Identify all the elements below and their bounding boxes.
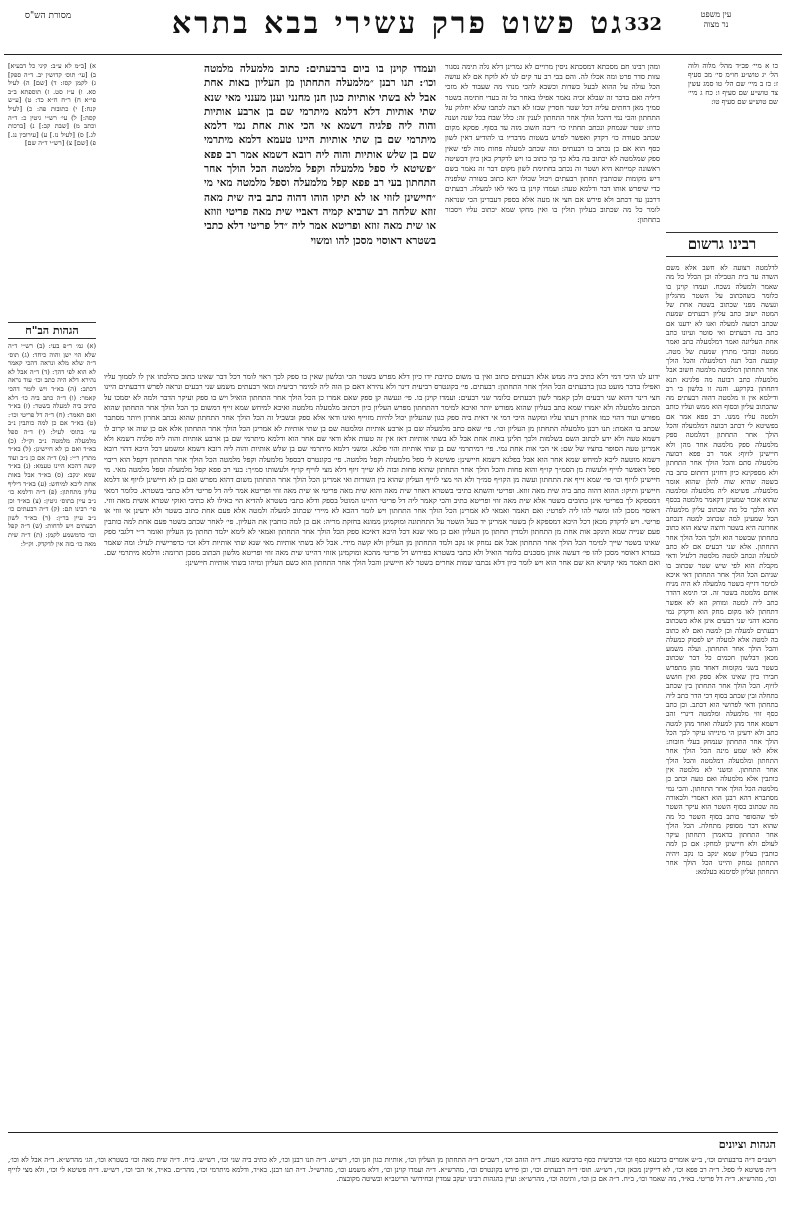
gemara-text: ועמדו קוינן בו ביום ברבעתים: כתוב מלמעלה מלמטה וכו׳: תנו רבנן ״מלמעלה התחתון מן העליון באות אחת אבל לא בשתי אותיות כגון חנן מחנני וענן מענני מאי שנא שתי אותיות דלא דלמא מיתרמי שם בן ארבע אותיות והוה ליה פלגיה דשמא אי הכי אות אחת נמי דלמא מיתרמי שם בן שתי אותיות היינו טעמא דלמא מיתרמי שם בן שלש אותיות והוה ליה רובא דשמא אמר רב פפא ״פשיטא לי ספל מלמעלה וקפל מלמטה הכל הולך אחר התחתון בעי רב פפא קפל מלמעלה וספל מלמטה מאי מי ״חיישינן לזוזי או לא תיקו הוהו דהוה כתב ביה שית מאה זוזא שלחה רב שרביא קמיה דאביי שית מאה פריטי וזוזא או שית מאה זוזא ופריטא אמר ליה ״דל פריטי דלא כתבי בשטרא דאוסוי מסכן להו ומשוי (204, 63, 436, 247)
page-number: 332 (624, 14, 662, 35)
rabeinu-gershom-title: רבינו גרשום (666, 232, 778, 257)
mesorat-hashas-text: א) [ב״מ לא ע״ב: קיני כל דבעיא] ב) [עי׳ תוס׳ קדושין יב. ד״ה ספק] ג) לקמן קסז: ד) [שם] ה) לעיל סא. ו) ע״ז סט. ז) תוספתא ב״ב פי״א ח) ר״ח ח״א כד: ט) [ע״ש קנח:] י) כתובות פה: כ) [לעיל קסה:] ל) עי׳ רש״י גיטין כ: ד״ה וכתב מ) [שבת קב:] נ) [ברכות לג.] ס) [לעיל נז.] ע) [עירובין נג.] פ) [שם] צ) [רש״י ד״ה שם] (8, 62, 96, 148)
hagahot-habach-title: הגהות הב"ח (8, 322, 96, 339)
rashi-commentary: ומהן רבינו חם מסכתא דמסכתא ניסין מרויים לא גמרינן דלא גלה תימה נסגור עזות סדר פרט ומה אכלו לה. והם בבי רב עד קים לנו לא לוקח אם לא עושה הכל עולה על ההוא לבעל כשדות וכשבא להכי מנהי מה שעבוד לא מזכי דיליה ואם בדבר זה שבלא זכיה נאמר אפילו באחר כל זה בעדי חתימה בשטר סמיך מאן דחתים עליה דכל שטר חסרין שבזו לא רצה לכתבו שלא יחלוק על התחתון והכי נמי דהכל הולך אחר התחתון לענין זה: כלל שבח בכל שנה ושנה כרוז: שטר שנמחק ונכתב תחתיו כו׳ ריבה חשוב מזה עד בסוף. פסקא מקום שכתב סעודה כו׳ דקדק ואפשר לפרש בשטות מדבריו בו להודיע דאין לשון כסף הוא אם כן נכתב בו רבעתים ומה שכתב למעלה פחות מזה לפי שאין ספק שמלמטה לא יכתוב בה בלא כך כך כתוב בו ויש לדקדק כאן כיון דבשיטה ראשונה קמייתא היא ושטר זה נכתב בחתימת לשון מקום דבר זה נאמר בשם דיש מקומות שכותבין תחתון רבעתים ויכול שכולו יהא כתוב בשורה שלפניה כדי שיפרש אותו דבר ודלמא טעה: ועמדו קוינן בו מאי לאו למעלה. רבעתים דרבנן עד דכתב ולא פירש אם חצי או מעה אלא בספק דעבדינן הכי שנראה לומר כל מה שכתוב בעליון תולין בו ואין מחקו שמא יכתוב עליו ויסבור בתחתון: (445, 62, 660, 225)
footer-rule (8, 1132, 778, 1133)
ein-mishpat-text: כו א מיי׳ פכ״ד מהל׳ מלוה ולוה הל׳ יג טוש״ע חו״מ סי׳ מב סעיף ז: כז ב מיי׳ שם הל׳ טו סמג עשין צד טוש״ע שם סעיף ו: כח ג מיי׳ שם טוש״ע שם סעיף טו: (688, 62, 778, 106)
hagahot-habach-text: (א) גמ׳ ר״פ בעי: (ב) רש״י ד״ה שלא הוי ישן והוה כיחד: (ג) תוס׳ ד״ה שלא מלא ונראה דהכי קאמר לא הוא לפי דהך: (ד) ד״ה אבל לא נהירא דלא היה כתב וכו׳ עוד נראה דכתב: (ה) בא״ד ויש לומר דהכי קאמר: (ו) ד״ה כתב ביה כו׳ דלא כתיב ביה למעלה בשטר: (ז) בא״ד ואם תאמר: (ח) ד״ה דל פריטי וכו׳: (ט) בא״ד אם כן למה כותבין נ״ב עי׳ בתוס׳ לעיל: (י) ד״ה ספל מלמעלה מלמטה נ״ב וק״ל: (כ) בא״ד ואם כן לא חיישינן: (ל) בא״ד מתרץ ר״י: (מ) ד״ה אם כן נ״ב ועוד קשה דהכא היינו טעמא: (נ) בא״ד שמא ינקב: (ס) בא״ד אבל באות אחת ליכא למיחש: (ע) בא״ד דיליף עליון מתחתון: (פ) ד״ה ודלמא כו׳ נ״ב עיין בתוס׳ גיטין: (צ) בא״ד וכן פי׳ רבינו תם: (ק) ד״ה רבעתים כו׳ נ״ב עיין בר״ן: (ר) בא״ד לשון רבעתים ויש לדחות: (ש) ד״ה קפל וכו׳ כדמשמע לקמן: (ת) ד״ה שית מאה כו׳ בזה אין לדקדק. וק״ל: (8, 342, 96, 548)
page-title: גט פשוט פרק עשירי בבא בתרא (171, 6, 625, 41)
mesorat-hashas-label: מסורת הש"ס (24, 11, 72, 21)
header-rule (4, 54, 782, 55)
rabeinu-gershom-text: לדלמטה רצועה לא חשב אלא משם השדה עד בית הטבילה וכן הכלל כל מה שאמר ולמעלה נשכח. ועמדו קוינן בו כלומר בשהכתוב על השטר מהגליון ונעשה מפני שכתוב בשטה אחת של המטה ישוב כתב עליון רבעתים שמעת שכתב רבועה למעלה ואנו לא ידענו אם כתב בה רבעתים ואי סוטר ועיונו כתב אחת העליונה ואמר דמלמעלה כתב ואמר ממטה ובהכי מתרץ שמעת של מטה. קובעת הכל תנה דמלמעלה והכל הולך אחר התחתון דמלמטה מלמטה חשוב אבל מלמעלה כתב רבועה מה פלגינא תנא דתחתון בקרקע. והנה זו בלשון בי רב ודילמא אין זו מלמטה דהוה רבעתים מה שהכתוב עליון ובסוף הוא ממש ועליו כותב ולמטה עליו ממנו. רב פפא אמר אם בפשיטא לי דכתב רבועה דמלמעלה והכל הולך אחר התחתון דמלמטה ספק מלמעלה ספק מלמטה אחד מהן ולא חיישינן לזיוף: אמר רב פפא רבועה מלמעלה סתם והכל הולך אחר התחתון ולא מספקינא כיון דחזינן דחתום כתב בה בשטה שהיא שוה להלן שהוא אומר מלמעלה. פשיטא ליה מלמעלה ומלמטה שהוא אומר שמעינן דקאמר מלמטה בכסף הוא הלכך כל מה שכתוב עליון מלמעלה הכל שמעינן למה שכתוב למטה דנכתב אחרונה היא בשטר ורוצה שיצא הוא כתוב בתחתון שבשטר הוא ולכך הכל הולך אחר התחתון. אלא שני רבעים אם לא כתב למעלה ונכתב למטה מלמטה דלעיל ודאי מקבלת הוא לפי שיש שטר שכתוב בו שניהם הכל הולך אחר התחתון דאי איכא למימר דזייף בשטר מלמעלה לא היה מניח אותם מלמטה בשטר זה. וכי תימא דהדר כתב ליה למטה ומוחק הא לא אפשר דתחתון לאו מקום מחק הוא ודקדק נמי מהכא דהני שני רבעים אינן אלא כשכתוב רבעתים למעלה וכן למטה ואם לא כתוב בה למטה אלא למעלה יש לפסוק כמעלה והכל הולך אחר התחתון. ועלה משמע מכאן דבלשון חכמים כל דבר שכתוב בשטר בשני מקומות דאחד מהן מתפרש חבירו כיון שאינו אלא ספק ואין חושש לזיוף. הכל הולך אחר התחתון בין שכתב בתחלה ובין שכתב בסוף דכי הדר כתב ליה בתחתון ודאי לפרושי הוא דכתב. וכן כתב כסף זוזי מלמעלה ומלמטה דינרי זהב דשמא אחד מהן למעלה ואחד מהן למטה כתב ולא ידעינן הי מינייהו עיקר לכך הכל הולך אחר התחתון שנמחק בעלי חובות: אלא לאו שמע מינה הכל הולך אחר התחתון ומלמעלה דמלמטה והכל הולך אחר התחתון. ומשני לא מלמטה אין כותבין אלא מלמעלה ואם טעה וכתב כן מלמטה הכל הולך אחר התחתון. והכי נמי מסתברא דהא רבנן הוא דאמרי ולכאורה מה שכתוב בסוף השטר הוא עיקר השטר לפי שהסופר כותב בסוף השטר כל מה שהוא דבר מסופק מתחלה. הכל הולך אחר התחתון כדאמרן דתחתון עיקר לעולם ולא חיישינן למחק: אם כן למה כותבין בעליון שמא ינקב בו נקב ויהיה התחתון נמחק והיינו הכל הולך אחר התחתון ועליון לסימנא בעלמא: (666, 264, 778, 877)
tosafot-commentary: ידוע לנו היכי דמי דלא כתיב ביה ממש אלא רבעתים כתוב ואין בו משום כתיבת ידו כיון דלא מפרש בשטר הכי ובלשון שאין בו ספק לכך ראוי לומר דכל דבר שאינו כתוב כהלכתו אין לו לסמוך עליו ואפילו בדבר מועט כגון ברבעתים הכל הולך אחר התחתון: רבעתים. פי׳ בקונטרס רביעית דינר ולא נהירא דאם כן הוה ליה למימר רביעית ומאי רבעתים משמע שני רבעים ונראה לפרש דרבעתים היינו חצי דינר דהוא שני רבעים ולכן קאמר לשון רבעתים כלומר שני רבעים: ועמדו קוינן בו. פי׳ ונעשה קן ספק שאם אמרו כן הכל הולך אחר התחתון הואיל ויש בו ספק ועיקר הדבר ולמה לא יסמכו על הכתוב מלמעלה ולא יאמרו שמא כתב בעליון שהוא מפורש יותר ואיכא למימר דהתחתון מפרש העליון כיון דכתוב מלמעלה מלמטה ואיכא למיחש שמא זייף דמשום כך הכל הולך אחר התחתון שהוא מפורש ועוד דהוי כמו אחרון דעתו עליו ומקשה היכי דמי אי דאית ביה ספק כגון שהעליון יכול להיות מזוייף ואינו ודאי אלא ספק ובשביל זה הכל הולך אחר התחתון שהוא נכתב אחרון ויותר מסתבר שכתב בו האמת: תנו רבנן מלמעלה התחתון מן העליון וכו׳. פי׳ שאם כתב מלמעלה שם בן ארבע אותיות ומלמטה שם בן שתי אותיות לא אמרינן הכל הולך אחר התחתון אלא אם כן שוה או קרוב לו דשמא טעה ולא ידע לכתוב השם בשלמות ולכך תלינן באות אחת אבל לא בשתי אותיות דאז אין זה טעות אלא ודאי שם אחר הוא ודלמא מיתרמי שם בן ארבע אותיות והוה ליה פלגיה דשמא ולא אמרינן טעה הסופר בחציו של שם: אי הכי אות אחת נמי. פי׳ דמיתרמי שם בן שתי אותיות והוי פלגא. ומשני דלמא מיתרמי שם בן שלש אותיות והוה ליה רובא דשמא ומשמע דכל היכא דהוי רובא דשמא מוטעה ליכא למיחש שמא אחר הוא אבל בפלגא דשמא חיישינן: פשיטא לי ספל מלמעלה וקפל מלמטה. פי׳ בקונטרס דבספל מלמעלה וקפל מלמטה הכל הולך אחר התחתון דקפל הוא ריבוי ספל דאפשר לזייף ולעשות מן הסמ״ך קו״ף והוא פחות והכל הולך אחר התחתון שהוא פחות ובזה לא שייך זיוף דלא מצי לזייף קו״ף ולעשותו סמ״ך: בעי רב פפא קפל מלמעלה וספל מלמטה מאי. מי חיישינן לזיוף וכו׳ פי׳ שמא זייף את התחתון ועשה מן הקו״ף סמ״ך ולא הוי מצי לזייף העליון שהוא בין השורות ואי אמרינן הכל הולך אחר התחתון משום דהוא מפרש ואם כן לא חיישינן לזיוף או דלמא חיישינן ותיקו: ההוא דהוה כתב ביה שית מאה זוזא. ופריטי והשתא כתיבי בשטרא דאחר שית מאה והוא שית מאה פריטי או שית מאה זוזי ופריטא אמר ליה דל פריטי דלא כתבי בשטרא. כלומר דמאי דמספקא לך בפריטי אינן כתובים בשטר אלא שית מאה זוזי ופריטא כתיב והכי קאמר ליה דל פריטי דהיינו המוטל בספק ודלא כתבי בשטרא להדיא הוי כאילו לא כתיבי ואוקי שטרא אשית מאה זוזי. דאוסוי מסכן להו ומשוי להו ליה לפרטי: ואם תאמר ואמאי לא אמרינן הכל הולך אחר התחתון ויש לומר דהכא לא מיירי שכתוב למעלה ולמטה אלא פעם אחת כתוב בשטר ולא ידעינן אי זוזי או פריטי. ויש לדקדק מכאן דכל היכא דמספקא לן בשטר אמרינן יד בעל השטר על התחתונה ומוקמינן ממונא בחזקת מריה: אם כן למה כותבין את העליון. פי׳ לאחר שכתב בשטר פעם אחת למה כותבין פעם שנייה שמא תינקב אות אחת מן התחתון ולמדין תחתון מן העליון ואם כן מאי שנא דכל היכא דאיכא ספק הכל הולך אחר התחתון ואמאי לא לימא ילמד תחתון מן העליון ואומר ר״י דלגבי ספק שאינו בשטר שייך למימר הכל הולך אחר התחתון אבל אם נמחק או נקב ולמד התחתון מן העליון ולא קשה מידי. אבל לא בשתי אותיות מאי שנא שתי אותיות דלא וכו׳ כדפרישית לעיל: ומה שאמר בגמרא דאוסוי מסכן להו פי׳ דעשה אותן מסכנים כלומר הואיל ולא כתבי בשטרא בפירוש דל פריטי מהכא ומוקמינן אזוזי דהיינו שית מאה זוזי ופריטא מלשון הכתוב מסכן תרומה: ודלמא מיתרמי שם. ואם תאמר מאי קושיא הא שם אחר הוא ויש לומר כיון דלא נכתבו שמות אחרים בשטר לא חיישינן והכל הולך אחר התחתון הוא כשם העליון ומיהו בשתי אותיות חיישינן: (104, 372, 660, 568)
page-header (4, 6, 782, 60)
footer-notes: רשב״ם ד״ה ברבעתים וכו׳, ב״ש אומרים ברבעא כסף וכו׳ וברביעית כסף ברביעא מעות. ד״ה הזהב וכו׳, רשב״ם ד״ה התחתון מן העליון וכו׳, אותיות כגון חנן וכו׳, רש״ש. ד״ה תנו רבנן וכו׳, לא כתיב ביה שני וכו׳, רש״ש. ב״ח. ד״ה שית מאה וכו׳ בשטרא וכו׳, הג׳ מהרש״א. ד״ה אבל לא וכו׳, ד״ה פשיטא לי ספל. ד״ה רב פפא וכו׳, לא דייקינן מכאן וכו׳, רש״ש. תוס׳ ד״ה רבעתים וכו׳, וכן פירש בקונטרס וכו׳, מהרש״א. ד״ה ועמדו קוינן וכו׳, דלא משמע וכו׳, מהרש״ל. ד״ה תנו רבנן. בא״ד, ודלמא מיתרמי וכו׳, מהר״ם. בא״ד, אי הכי וכו׳, רש״ש. ד״ה פשיטא לי וכו׳, ולא מצי לזייף וכו׳, מהרש״א. ד״ה דל פריטי. בא״ד, מה שאמר וכו׳, ב״ח. ד״ה אם כן וכו׳, ותימה וכו׳, מהרש״א: ועיין בהגהות רבינו יעקב עמדין ובחידושי הריטב״א ובשיטה מקובצת. (8, 1156, 776, 1183)
ein-mishpat-label: עין משפט נר מצוה (700, 10, 732, 29)
footer-title: הגהות וציונים (718, 1138, 776, 1151)
